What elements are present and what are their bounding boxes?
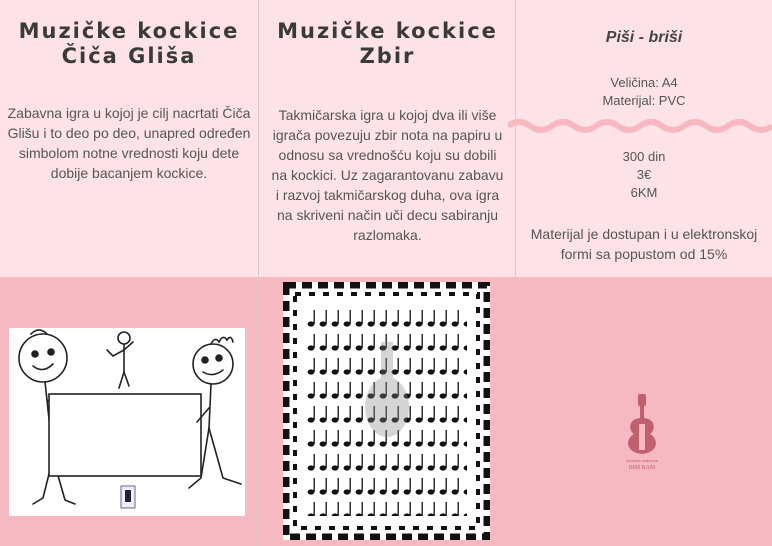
product-zbir xyxy=(259,0,516,277)
price-rsd: 300 din xyxy=(622,149,666,164)
price-km: 6KM xyxy=(630,185,658,200)
product-title xyxy=(259,19,516,69)
title-line: Muzičke kockice xyxy=(18,19,240,43)
title-line: Čiča Gliša xyxy=(61,44,197,68)
product-description: Takmičarska igra u kojoj dva ili više igrača povezuju zbir nota na papiru u odnosu sa vrednošću koju su dobili na kockici. Uz zagarantovanu zabavu i razvoj takmičarskog duha, ova igra na skriveni način uči decu sabiranju razlomaka. xyxy=(271,107,504,243)
product-cica-glisa xyxy=(0,0,258,277)
product-title xyxy=(0,19,258,69)
product-title: Piši - briši xyxy=(605,29,683,46)
price-list xyxy=(516,148,772,202)
size-spec: Veličina: A4 xyxy=(610,75,678,90)
logo-subtitle: muzička radionica xyxy=(625,458,659,463)
title-line: Zbir xyxy=(359,44,416,68)
cica-glisa-illustration xyxy=(9,328,245,516)
logo-name: BIM BAM xyxy=(628,465,656,471)
discount-note: Materijal je dostupan i u elektronskoj formi sa popustom od 15% xyxy=(530,226,758,262)
material-spec: Materijal: PVC xyxy=(602,93,686,108)
product-specs xyxy=(516,74,772,110)
zbir-note-sheet xyxy=(283,282,490,540)
bim-bam-logo xyxy=(614,394,670,472)
product-pisi-brisi xyxy=(516,0,772,277)
product-description: Zabavna igra u kojoj je cilj nacrtati Čiča Glišu i to deo po deo, unapred određen simbolom notne vrednosti koju dete dobije bacanjem kockice. xyxy=(7,105,251,181)
price-eur: 3€ xyxy=(636,167,652,182)
title-line: Muzičke kockice xyxy=(277,19,498,43)
